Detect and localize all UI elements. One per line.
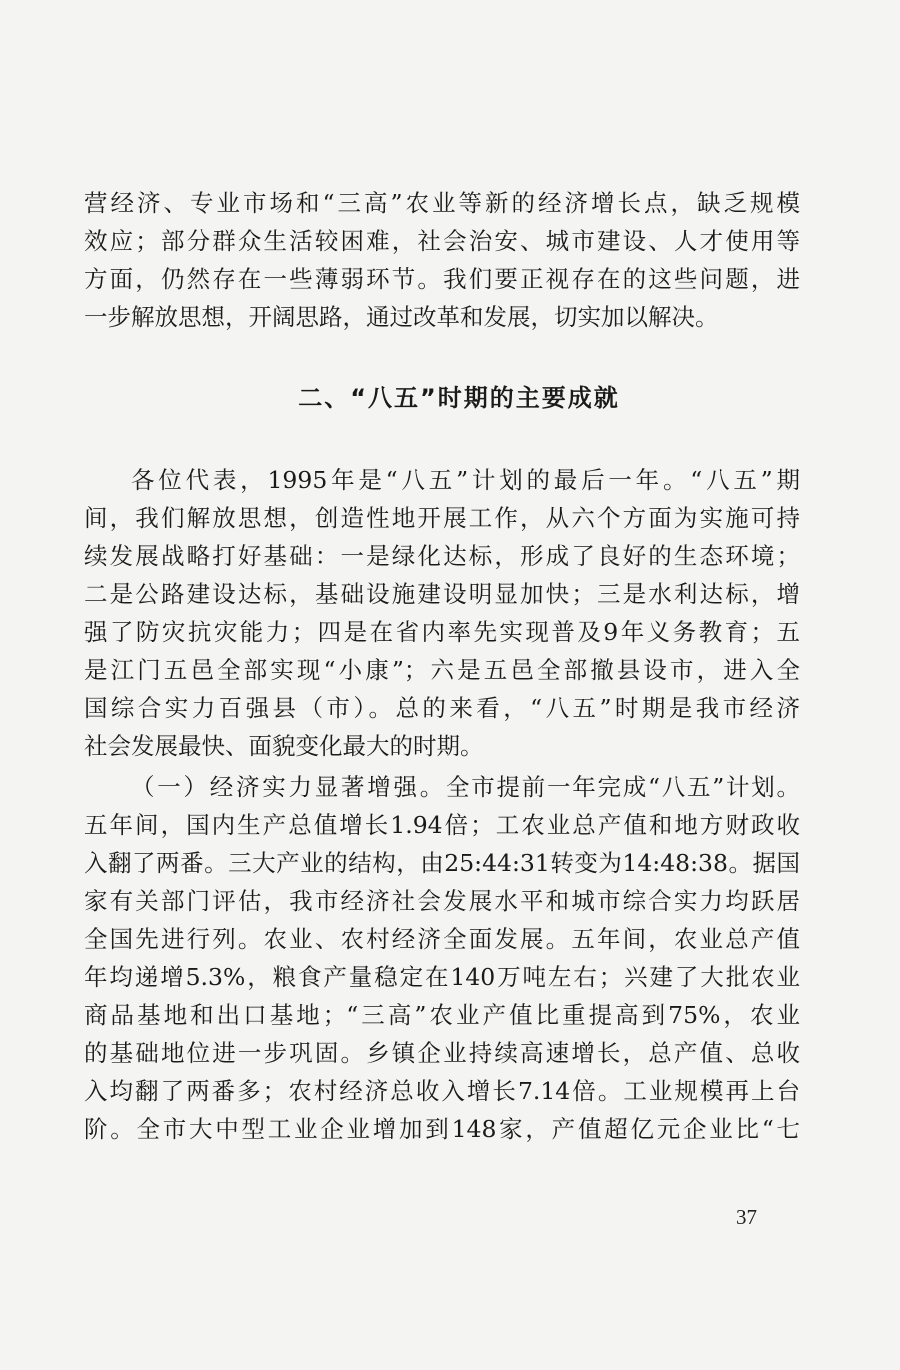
text-line: 间，我们解放思想，创造性地开展工作，从六个方面为实施可持 [84,504,800,532]
paragraph-overview [84,461,800,765]
text-line: 全国先进行列。农业、农村经济全面发展。五年间，农业总产值 [84,925,800,953]
text-line: 营经济、专业市场和“三高”农业等新的经济增长点，缺乏规模 [84,189,800,217]
text-line: 入均翻了两番多；农村经济总收入增长7.14倍。工业规模再上台 [84,1077,800,1105]
text-line [84,768,800,806]
text-line: 家有关部门评估，我市经济社会发展水平和城市综合实力均跃居 [84,887,800,915]
paragraph-economic-strength [84,768,800,1148]
text-line: 年均递增5.3%，粮食产量稳定在140万吨左右；兴建了大批农业 [84,963,800,991]
text-line: 入翻了两番。三大产业的结构，由25:44:31转变为14:48:38。据国 [84,849,800,877]
paragraph-continuation [84,184,800,336]
text-line: 各位代表，1995年是“八五”计划的最后一年。“八五”期 [131,466,800,494]
text-line: 社会发展最快、面貌变化最大的时期。 [84,732,484,760]
text-line: 国综合实力百强县（市）。总的来看，“八五”时期是我市经济 [84,694,800,722]
text-line: 二是公路建设达标，基础设施建设明显加快；三是水利达标，增 [84,580,800,608]
text-line: 续发展战略打好基础：一是绿化达标，形成了良好的生态环境； [84,542,800,570]
text-line: 强了防灾抗灾能力；四是在省内率先实现普及9年义务教育；五 [84,618,800,646]
text-line: 效应；部分群众生活较困难，社会治安、城市建设、人才使用等 [84,227,800,255]
text-line: 五年间，国内生产总值增长1.94倍；工农业总产值和地方财政收 [84,811,800,839]
text-line: 方面，仍然存在一些薄弱环节。我们要正视存在的这些问题，进 [84,265,800,293]
subsection-heading: （一）经济实力显著增强。 [131,773,446,801]
text-line-rest: 全市提前一年完成“八五”计划。 [446,773,801,801]
text-line: 一步解放思想，开阔思路，通过改革和发展，切实加以解决。 [84,303,719,331]
page-number: 37 [736,1205,757,1229]
section-heading: 二、“八五”时期的主要成就 [298,384,620,412]
text-line: 的基础地位进一步巩固。乡镇企业持续高速增长，总产值、总收 [84,1039,800,1067]
text-line: 是江门五邑全部实现“小康”；六是五邑全部撤县设市，进入全 [84,656,800,684]
text-line: 阶。全市大中型工业企业增加到148家，产值超亿元企业比“七 [84,1115,800,1143]
text-line: 商品基地和出口基地；“三高”农业产值比重提高到75%，农业 [84,1001,800,1029]
